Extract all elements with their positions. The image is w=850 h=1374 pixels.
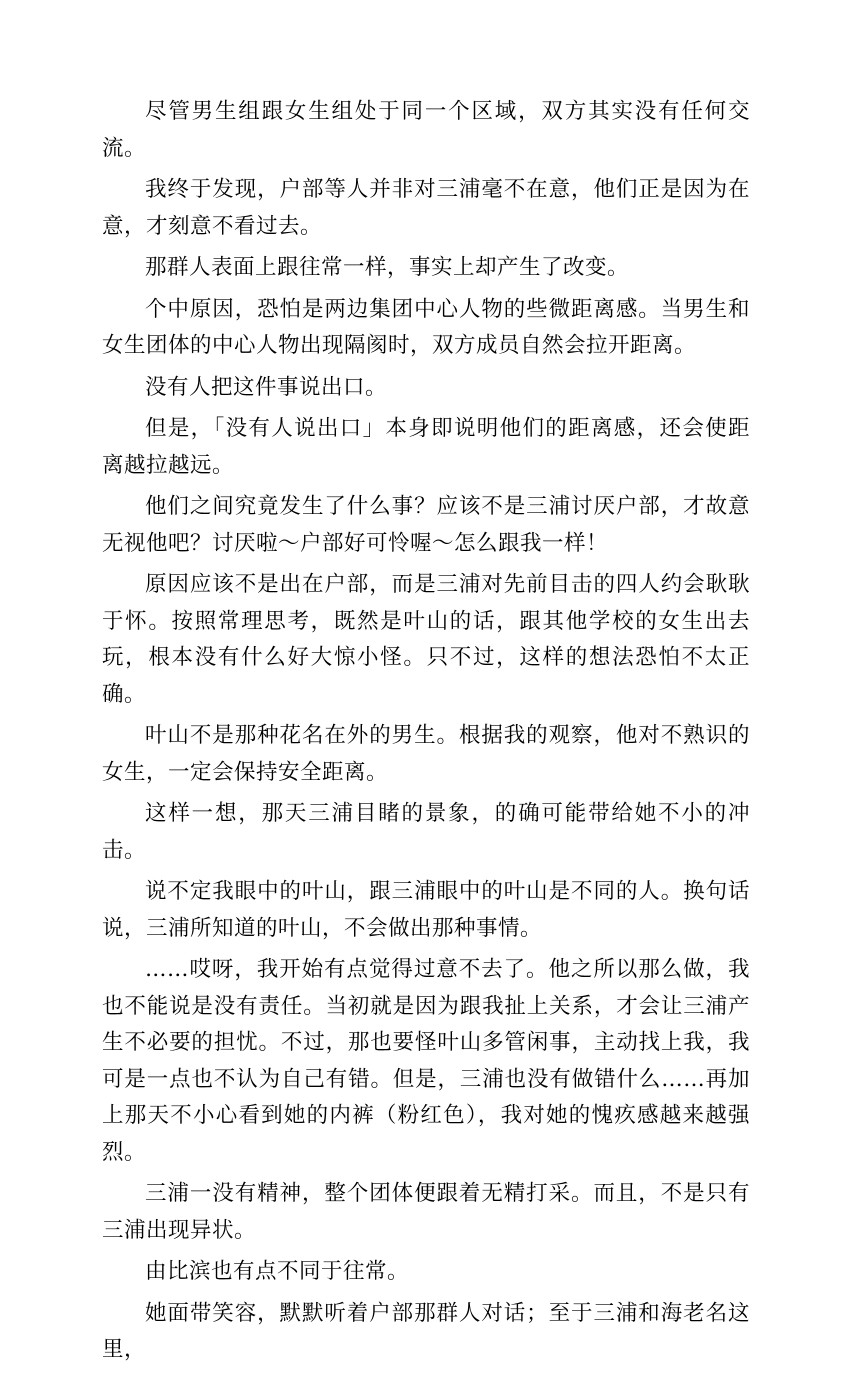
paragraph-10: 这样一想，那天三浦目睹的景象，的确可能带给她不小的冲击。 bbox=[102, 801, 750, 863]
paragraph-1: 尽管男生组跟女生组处于同一个区域，双方其实没有任何交流。 bbox=[102, 99, 750, 161]
paragraph-6: 但是，「没有人说出口」本身即说明他们的距离感，还会使距离越拉越远。 bbox=[102, 416, 750, 478]
paragraph-12: ……哎呀，我开始有点觉得过意不去了。他之所以那么做，我也不能说是没有责任。当初就是因为跟我扯上关系，才会让三浦产生不必要的担忧。不过，那也要怪叶山多管闲事，主动找上我，我可是一点也不认为自己有错。但是，三浦也没有做错什么……再加上那天不小心看到她的内裤（粉红色），我对她的愧疚感越来越强烈。 bbox=[102, 957, 750, 1165]
body-text bbox=[102, 94, 750, 1374]
paragraph-11: 说不定我眼中的叶山，跟三浦眼中的叶山是不同的人。换句话说，三浦所知道的叶山，不会做出那种事情。 bbox=[102, 879, 750, 941]
paragraph-9: 叶山不是那种花名在外的男生。根据我的观察，他对不熟识的女生，一定会保持安全距离。 bbox=[102, 723, 750, 785]
paragraph-7: 他们之间究竟发生了什么事？应该不是三浦讨厌户部，才故意无视他吧？讨厌啦～户部好可怜喔～怎么跟我一样！ bbox=[102, 494, 750, 556]
paragraph-14: 由比滨也有点不同于往常。 bbox=[145, 1259, 410, 1284]
paragraph-13: 三浦一没有精神，整个团体便跟着无精打采。而且，不是只有三浦出现异状。 bbox=[102, 1181, 750, 1243]
paragraph-15: 她面带笑容，默默听着户部那群人对话；至于三浦和海老名这里， bbox=[102, 1300, 750, 1362]
paragraph-3: 那群人表面上跟往常一样，事实上却产生了改变。 bbox=[145, 255, 630, 280]
paragraph-5: 没有人把这件事说出口。 bbox=[145, 374, 388, 400]
paragraph-4: 个中原因，恐怕是两边集团中心人物的些微距离感。当男生和女生团体的中心人物出现隔阂时，双方成员自然会拉开距离。 bbox=[102, 296, 750, 358]
paragraph-2: 我终于发现，户部等人并非对三浦毫不在意，他们正是因为在意，才刻意不看过去。 bbox=[102, 177, 750, 239]
paragraph-8: 原因应该不是出在户部，而是三浦对先前目击的四人约会耿耿于怀。按照常理思考，既然是叶山的话，跟其他学校的女生出去玩，根本没有什么好大惊小怪。只不过，这样的想法恐怕不太正确。 bbox=[102, 572, 750, 707]
